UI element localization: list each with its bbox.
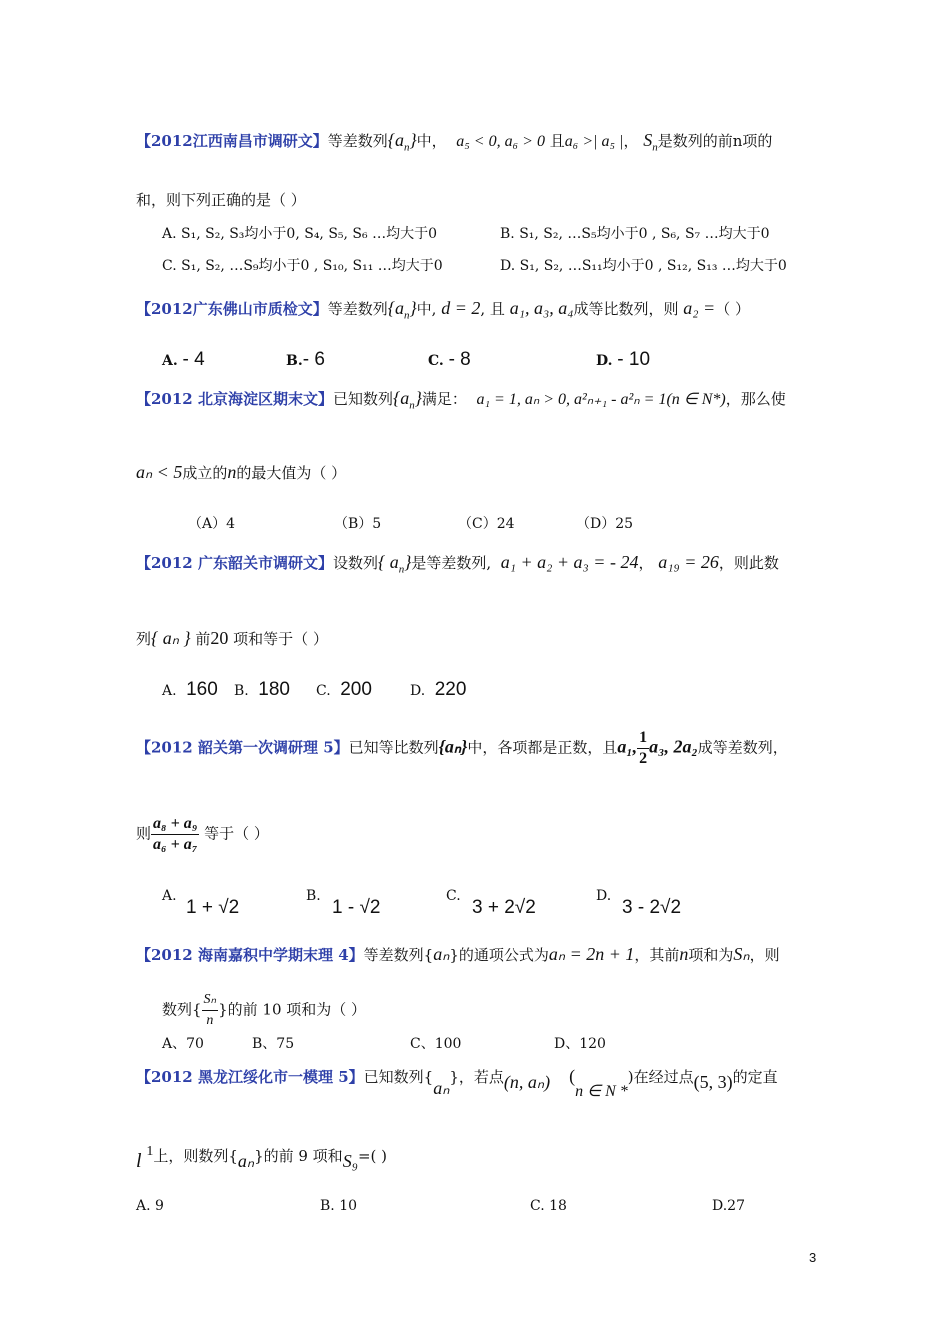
option-a: A. 160: [162, 679, 218, 700]
option-c: C. S₁, S₂, …S₉均小于0 , S₁₀, S₁₁ …均大于0: [162, 258, 443, 274]
problem-7-line-2: l $^1$上，则数列{aₙ}的前 9 项和S₉=( ): [136, 1144, 387, 1172]
option-b: B、75: [252, 1036, 295, 1052]
problem-4-line-2: 列{ aₙ } 前20 项和等于（ ）: [136, 628, 328, 648]
problem-6-line-2: 数列{ $\frac{\text{Sₙ}}{n}$ }的前 10 项和为（ ）: [162, 990, 366, 1031]
option-d: D. - 10: [596, 349, 651, 370]
option-a: A、70: [162, 1036, 204, 1052]
option-a: A. S₁, S₂, S₃均小于0, S₄, S₅, S₆ …均大于0: [162, 226, 437, 242]
page-number: 3: [809, 1250, 817, 1265]
option-b: （B）5: [334, 516, 382, 532]
option-c: 3 + 2√2: [472, 897, 536, 918]
problem-6-line-1: 【2012 海南嘉积中学期末理 4】等差数列{aₙ}的通项公式为aₙ = 2n + 1，其前n项和为Sₙ，则: [136, 944, 780, 964]
option-a-label: A.: [162, 888, 177, 904]
option-d-label: D.: [596, 888, 612, 904]
problem-5-line-2: 则 $\frac{\text{a₈ + a₉}}{\text{a₆ + a₇}}$ 等于（ ）: [136, 815, 269, 853]
ratio-fraction: $\frac{\text{a₈ + a₉}}{\text{a₆ + a₇}}$: [153, 815, 198, 853]
option-d: （D）25: [576, 516, 634, 532]
half-fraction: $\frac{1}{2}$: [639, 729, 648, 767]
option-a: （A）4: [188, 516, 236, 532]
problem-3-line-2: aₙ < 5成立的n的最大值为（ ）: [136, 462, 347, 482]
option-d: D. 220: [410, 679, 467, 700]
option-c: （C）24: [458, 516, 515, 532]
sn-over-n-fraction: $\frac{\text{Sₙ}}{n}$: [203, 992, 217, 1028]
option-c: C. 18: [530, 1198, 567, 1214]
option-b: B. 10: [320, 1198, 358, 1214]
option-b: B.- 6: [286, 349, 325, 370]
problem-source: 【2012江西南昌市调研文】: [136, 132, 328, 150]
problem-source: 【2012 北京海淀区期末文】: [136, 390, 333, 408]
option-d: D、120: [554, 1036, 606, 1052]
option-c: C. - 8: [428, 349, 471, 370]
problem-source: 【2012 广东韶关市调研文】: [136, 554, 333, 572]
problem-source: 【2012广东佛山市质检文】: [136, 300, 328, 318]
option-b: B. S₁, S₂, …S₅均小于0 , S₆, S₇ …均大于0: [500, 226, 770, 242]
option-d: D.27: [712, 1198, 745, 1214]
option-b-label: B.: [306, 888, 321, 904]
problem-source: 【2012 海南嘉积中学期末理 4】: [136, 946, 364, 964]
option-a: A. - 4: [162, 349, 205, 370]
problem-source: 【2012 韶关第一次调研理 5】: [136, 738, 349, 757]
problem-source: 【2012 黑龙江绥化市一模理 5】: [136, 1068, 364, 1086]
problem-4-line-1: 【2012 广东韶关市调研文】设数列{ $a_n$}是等差数列, a₁ + a₂ + a₃ = - 24， a₁₉ = 26，则此数: [136, 552, 779, 576]
option-b: B. 180: [234, 679, 290, 700]
option-d: D. S₁, S₂, …S₁₁均小于0 , S₁₂, S₁₃ …均大于0: [500, 258, 787, 274]
problem-7-line-1: 【2012 黑龙江绥化市一模理 5】已知数列{aₙ}，若点(n, aₙ) (n ∈ N *)在经过点(5, 3)的定直: [136, 1066, 778, 1100]
problem-1-line-2: 和，则下列正确的是（ ）: [136, 191, 306, 209]
option-c-label: C.: [446, 888, 461, 904]
problem-5-line-1: 【2012 韶关第一次调研理 5】已知等比数列{aₙ}中，各项都是正数，且a₁, $\frac{1}{2}$ a₃, 2a₂成等差数列，: [136, 729, 788, 767]
option-c: C. 200: [316, 679, 372, 700]
option-a: 1 + √2: [186, 897, 240, 918]
problem-1-line-1: 【2012江西南昌市调研文】等差数列$\{a_n\}$中， a₅ < 0, a₆ > 0 且a₆ >| a₅ |， $S_n$是数列的前n项的: [136, 130, 773, 154]
option-b: 1 - √2: [332, 897, 381, 918]
problem-3-line-1: 【2012 北京海淀区期末文】已知数列$\{a_n\}$满足： a₁ = 1, aₙ > 0, a²ₙ₊₁ - a²ₙ = 1(n ∈ N*)，那么使: [136, 388, 786, 412]
option-c: C、100: [410, 1036, 462, 1052]
option-d: 3 - 2√2: [622, 897, 682, 918]
problem-2-line-1: 【2012广东佛山市质检文】等差数列$\{a_n\}$中, d = 2, 且 a₁, a₃, a₄成等比数列，则 a₂ =（ ）: [136, 298, 750, 322]
option-a: A. 9: [136, 1198, 164, 1214]
